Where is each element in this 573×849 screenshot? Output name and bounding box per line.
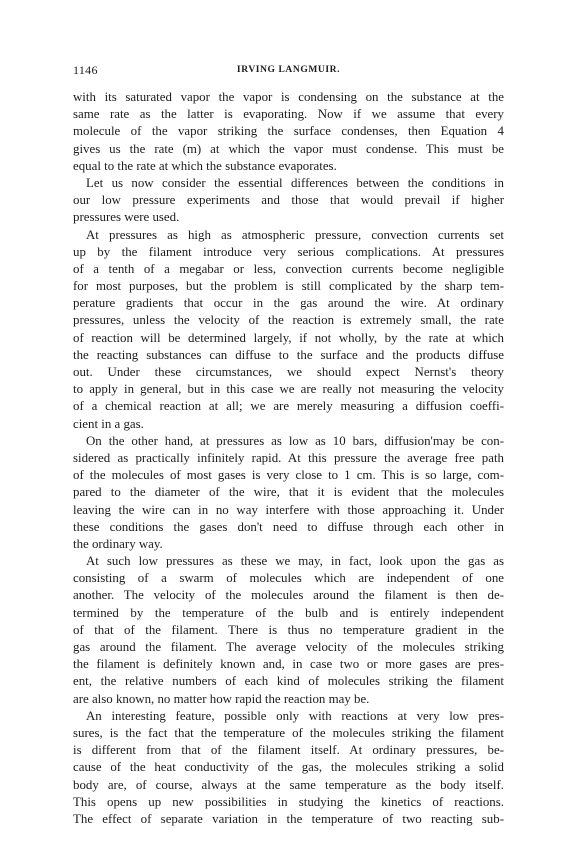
text-line: molecule of the vapor striking the surface condenses, then Equation 4 — [73, 124, 504, 139]
text-line: is different from that of the filament itself. At ordinary pressures, be- — [73, 743, 504, 758]
page-number: 1146 — [73, 63, 98, 77]
text-line: sures, is the fact that the temperature of the molecules striking the filament — [73, 725, 504, 740]
text-line: of the molecules of most gases is very close to 1 cm. This is so large, com- — [73, 468, 504, 483]
text-line: Let us now consider the essential differences between the conditions in — [86, 175, 504, 190]
text-line: to apply in general, but in this case we are really not measuring the velocity — [73, 382, 504, 397]
text-line: our low pressure experiments and those that would prevail if higher — [73, 193, 504, 208]
text-line: pressures, unless the velocity of the reaction is extremely small, the rate — [73, 313, 504, 328]
text-line: with its saturated vapor the vapor is condensing on the substance at the — [73, 90, 504, 104]
text-line: of that of the filament. There is thus no temperature gradient in the — [73, 622, 504, 637]
text-line: perature gradients that occur in the gas around the wire. At ordinary — [73, 296, 504, 311]
text-line: gives us the rate (m) at which the vapor must condense. This must be — [73, 141, 504, 156]
text-line: sidered as practically infinitely rapid. At this pressure the average free path — [73, 450, 504, 465]
text-line: for most purposes, but the problem is still complicated by the sharp tem- — [73, 279, 504, 294]
text-line: At pressures as high as atmospheric pressure, convection currents set — [86, 227, 504, 242]
text-line: are also known, no matter how rapid the reaction may be. — [73, 691, 370, 706]
text-line: another. The velocity of the molecules around the filament is then de- — [73, 588, 504, 603]
text-line: of a chemical reaction at all; we are merely measuring a diffusion coeffi- — [73, 399, 504, 414]
text-line: equal to the rate at which the substance evaporates. — [73, 158, 337, 173]
text-line: This opens up new possibilities in studying the kinetics of reactions. — [73, 794, 504, 809]
text-line: out. Under these circumstances, we should expect Nernst's theory — [73, 365, 504, 379]
text-line: leaving the wire can in no way interfere with those approaching it. Under — [73, 502, 504, 517]
text-line: the filament is definitely known and, in case two or more gases are pres- — [73, 657, 504, 672]
text-line: the reacting substances can diffuse to the surface and the products diffuse — [73, 347, 504, 362]
text-line: At such low pressures as these we may, in fact, look upon the gas as — [86, 554, 504, 569]
text-line: these conditions the gases don't need to diffuse through each other in — [73, 519, 504, 534]
text-line: of a tenth of a megabar or less, convection currents become negligible — [73, 261, 504, 276]
text-line: of reaction will be determined largely, if not wholly, by the rate at which — [73, 330, 504, 345]
text-line: On the other hand, at pressures as low as 10 bars, diffusion'may be con- — [86, 433, 504, 448]
text-line: pared to the diameter of the wire, that it is evident that the molecules — [73, 485, 504, 500]
running-head-author: IRVING LANGMUIR. — [236, 65, 341, 75]
body-text — [73, 89, 504, 828]
text-line: termined by the temperature of the bulb and is entirely independent — [73, 605, 504, 620]
text-line: consisting of a swarm of molecules which are independent of one — [73, 571, 504, 586]
text-line: An interesting feature, possible only with reactions at very low pres- — [86, 708, 504, 723]
text-line: up by the filament introduce very serious complications. At pressures — [73, 244, 504, 259]
text-line: cient in a gas. — [73, 416, 144, 431]
text-line: gas around the filament. The average velocity of the molecules striking — [73, 640, 504, 654]
text-line: the ordinary way. — [73, 536, 163, 551]
text-line: ent, the relative numbers of each kind of molecules striking the filament — [73, 674, 504, 689]
text-line: cause of the heat conductivity of the gas, the molecules striking a solid — [73, 760, 504, 775]
text-line: The effect of separate variation in the temperature of two reacting sub- — [73, 811, 504, 826]
text-line: body are, of course, always at the same temperature as the body itself. — [73, 777, 504, 792]
running-head — [73, 62, 504, 78]
text-line: pressures were used. — [73, 210, 180, 225]
text-line: same rate as the latter is evaporating. Now if we assume that every — [73, 107, 504, 122]
